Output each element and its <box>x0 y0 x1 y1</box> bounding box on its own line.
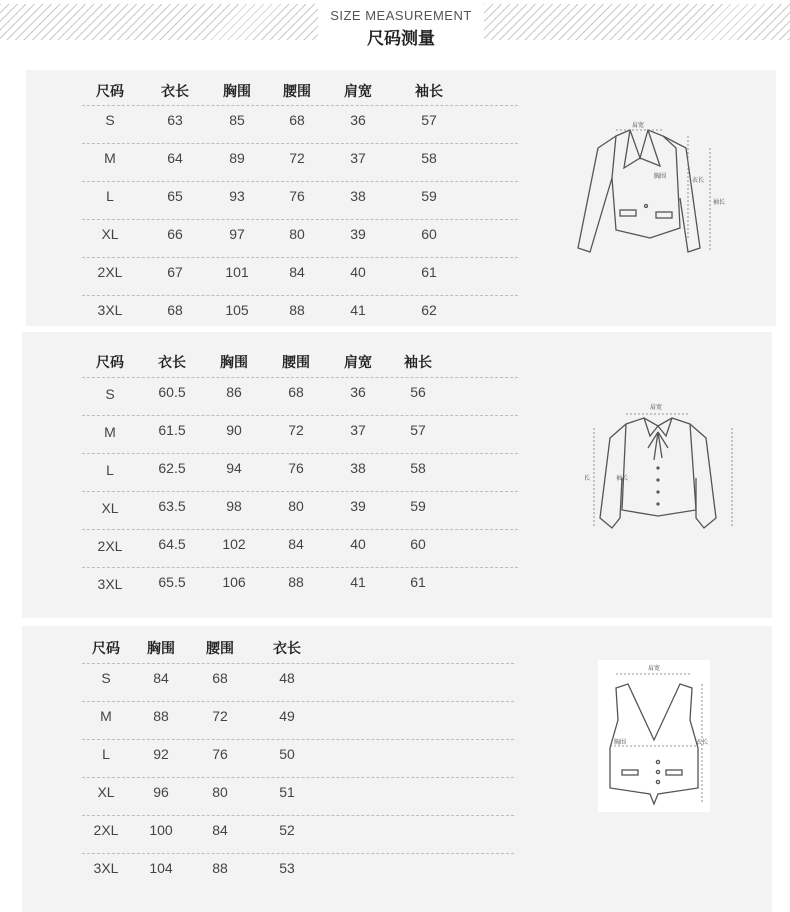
size-cell: M <box>104 424 116 440</box>
column-header: 衣长 <box>273 641 301 657</box>
column-header: 衣长 <box>158 355 186 371</box>
size-cell: S <box>105 386 115 402</box>
jacket-label-length: 衣长 <box>692 177 705 184</box>
measurement-cell: 88 <box>289 302 305 318</box>
size-cell: S <box>101 670 111 686</box>
measurement-cell: 38 <box>350 460 366 476</box>
measurement-cell: 97 <box>229 226 245 242</box>
column-header: 衣长 <box>161 84 189 100</box>
size-cell: 3XL <box>93 860 119 876</box>
measurement-cell: 61 <box>421 264 437 280</box>
measurement-cell: 86 <box>226 384 242 400</box>
title-chinese: 尺码测量 <box>367 29 435 49</box>
row-divider <box>82 219 518 220</box>
measurement-cell: 58 <box>421 150 437 166</box>
measurement-cell: 68 <box>212 670 228 686</box>
measurement-cell: 61 <box>410 574 426 590</box>
column-header: 肩宽 <box>344 355 372 371</box>
measurement-cell: 84 <box>212 822 228 838</box>
measurement-cell: 62 <box>421 302 437 318</box>
measurement-cell: 59 <box>410 498 426 514</box>
row-divider <box>82 295 518 296</box>
measurement-cell: 85 <box>229 112 245 128</box>
jacket-label-shoulder: 肩宽 <box>632 122 645 129</box>
measurement-cell: 76 <box>212 746 228 762</box>
measurement-cell: 48 <box>279 670 295 686</box>
measurement-cell: 36 <box>350 112 366 128</box>
measurement-cell: 80 <box>212 784 228 800</box>
measurement-cell: 104 <box>149 860 173 876</box>
measurement-cell: 90 <box>226 422 242 438</box>
size-cell: L <box>106 462 114 478</box>
measurement-cell: 72 <box>289 150 305 166</box>
row-divider <box>82 567 518 568</box>
measurement-cell: 40 <box>350 536 366 552</box>
measurement-cell: 88 <box>153 708 169 724</box>
row-divider <box>82 853 514 854</box>
header-hatch-right <box>484 4 790 40</box>
row-divider <box>82 663 514 664</box>
vest-label-shoulder: 肩宽 <box>648 665 661 672</box>
row-divider <box>82 529 518 530</box>
measurement-cell: 65 <box>167 188 183 204</box>
size-cell: 2XL <box>93 822 119 838</box>
measurement-cell: 59 <box>421 188 437 204</box>
measurement-cell: 100 <box>149 822 173 838</box>
measurement-cell: 88 <box>288 574 304 590</box>
measurement-cell: 92 <box>153 746 169 762</box>
column-header: 袖长 <box>404 355 432 371</box>
jacket-diagram-icon <box>568 118 738 268</box>
column-header: 袖长 <box>415 84 443 100</box>
row-divider <box>82 815 514 816</box>
blouse-diagram-icon <box>582 398 742 548</box>
measurement-cell: 67 <box>167 264 183 280</box>
size-cell: M <box>100 708 112 724</box>
column-header: 腰围 <box>282 355 310 371</box>
row-divider <box>82 453 518 454</box>
measurement-cell: 57 <box>421 112 437 128</box>
blouse-label-shoulder: 肩宽 <box>650 404 663 411</box>
column-header: 胸围 <box>223 84 251 100</box>
measurement-cell: 98 <box>226 498 242 514</box>
measurement-cell: 51 <box>279 784 295 800</box>
page-header <box>0 0 790 52</box>
measurement-cell: 105 <box>225 302 249 318</box>
jacket-label-sleeve: 袖长 <box>713 199 726 206</box>
column-header: 胸围 <box>147 641 175 657</box>
measurement-cell: 58 <box>410 460 426 476</box>
row-divider <box>82 377 518 378</box>
measurement-cell: 61.5 <box>158 422 186 438</box>
column-header: 肩宽 <box>344 84 372 100</box>
measurement-cell: 63.5 <box>158 498 186 514</box>
measurement-cell: 52 <box>279 822 295 838</box>
measurement-cell: 39 <box>350 226 366 242</box>
size-cell: 3XL <box>97 302 123 318</box>
measurement-cell: 94 <box>226 460 242 476</box>
measurement-cell: 63 <box>167 112 183 128</box>
measurement-cell: 41 <box>350 302 366 318</box>
measurement-cell: 96 <box>153 784 169 800</box>
measurement-cell: 60 <box>410 536 426 552</box>
measurement-cell: 53 <box>279 860 295 876</box>
measurement-cell: 76 <box>288 460 304 476</box>
vest-label-length: 衣长 <box>696 739 709 746</box>
measurement-cell: 106 <box>222 574 246 590</box>
column-header: 胸围 <box>220 355 248 371</box>
measurement-cell: 37 <box>350 422 366 438</box>
column-header: 尺码 <box>96 84 124 100</box>
blouse-label-sleeve: 袖长 <box>616 475 629 482</box>
measurement-cell: 72 <box>212 708 228 724</box>
measurement-cell: 38 <box>350 188 366 204</box>
measurement-cell: 56 <box>410 384 426 400</box>
measurement-cell: 37 <box>350 150 366 166</box>
measurement-cell: 72 <box>288 422 304 438</box>
size-cell: XL <box>101 500 119 516</box>
measurement-cell: 62.5 <box>158 460 186 476</box>
measurement-cell: 89 <box>229 150 245 166</box>
row-divider <box>82 739 514 740</box>
measurement-cell: 50 <box>279 746 295 762</box>
size-cell: 2XL <box>97 264 123 280</box>
size-cell: 2XL <box>97 538 123 554</box>
column-header: 尺码 <box>96 355 124 371</box>
size-cell: L <box>102 746 110 762</box>
blouse-label-length: 长 <box>584 475 591 482</box>
size-cell: XL <box>101 226 119 242</box>
measurement-cell: 102 <box>222 536 246 552</box>
row-divider <box>82 415 518 416</box>
measurement-cell: 101 <box>225 264 249 280</box>
size-cell: L <box>106 188 114 204</box>
measurement-cell: 64 <box>167 150 183 166</box>
column-header: 尺码 <box>92 641 120 657</box>
row-divider <box>82 701 514 702</box>
column-header: 腰围 <box>206 641 234 657</box>
measurement-cell: 60 <box>421 226 437 242</box>
measurement-cell: 60.5 <box>158 384 186 400</box>
title-english: SIZE MEASUREMENT <box>330 8 472 23</box>
vest-diagram-icon <box>598 660 710 812</box>
measurement-cell: 41 <box>350 574 366 590</box>
size-cell: 3XL <box>97 576 123 592</box>
row-divider <box>82 491 518 492</box>
row-divider <box>82 143 518 144</box>
measurement-cell: 84 <box>288 536 304 552</box>
measurement-cell: 76 <box>289 188 305 204</box>
measurement-cell: 84 <box>289 264 305 280</box>
row-divider <box>82 181 518 182</box>
measurement-cell: 68 <box>289 112 305 128</box>
measurement-cell: 84 <box>153 670 169 686</box>
row-divider <box>82 105 518 106</box>
measurement-cell: 80 <box>289 226 305 242</box>
header-hatch-left <box>0 4 318 40</box>
measurement-cell: 93 <box>229 188 245 204</box>
vest-label-chest: 胸围 <box>614 739 627 746</box>
measurement-cell: 68 <box>167 302 183 318</box>
measurement-cell: 66 <box>167 226 183 242</box>
measurement-cell: 68 <box>288 384 304 400</box>
measurement-cell: 88 <box>212 860 228 876</box>
measurement-cell: 40 <box>350 264 366 280</box>
row-divider <box>82 777 514 778</box>
measurement-cell: 65.5 <box>158 574 186 590</box>
jacket-label-chest: 胸围 <box>654 173 667 180</box>
size-cell: XL <box>97 784 115 800</box>
measurement-cell: 80 <box>288 498 304 514</box>
measurement-cell: 36 <box>350 384 366 400</box>
measurement-cell: 39 <box>350 498 366 514</box>
measurement-cell: 49 <box>279 708 295 724</box>
size-cell: M <box>104 150 116 166</box>
measurement-cell: 64.5 <box>158 536 186 552</box>
size-cell: S <box>105 112 115 128</box>
column-header: 腰围 <box>283 84 311 100</box>
measurement-cell: 57 <box>410 422 426 438</box>
row-divider <box>82 257 518 258</box>
